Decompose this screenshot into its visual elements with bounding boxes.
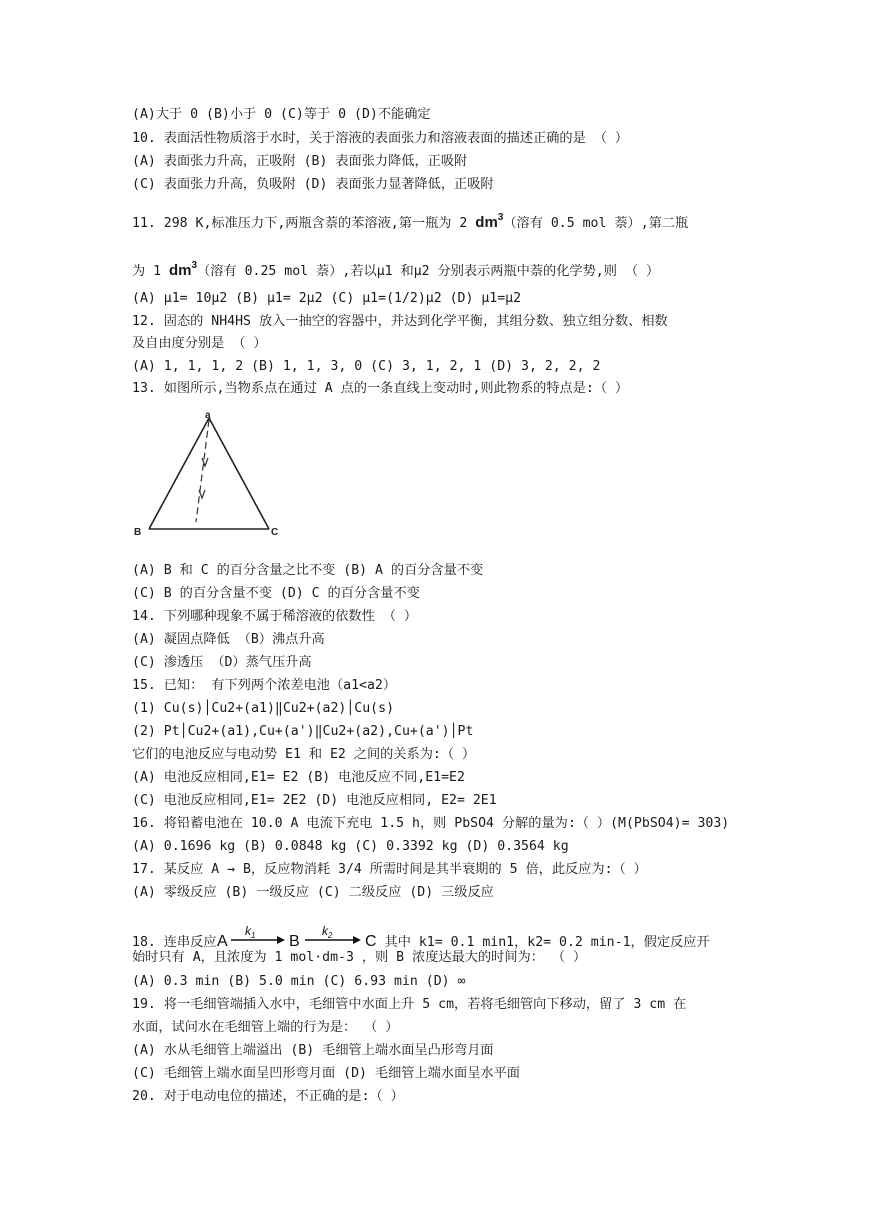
q19-options-cd: (C) 毛细管上端水面呈凹形弯月面 (D) 毛细管上端水面呈水平面 [132,1066,520,1081]
q20-stem: 20. 对于电动电位的描述，不正确的是:（ ） [132,1089,404,1104]
q11-text-c: 为 1 [132,264,170,279]
q14-options-cd: (C) 渗透压 （D）蒸气压升高 [132,655,312,670]
q19-stem-line2: 水面，试问水在毛细管上端的行为是： （ ） [132,1020,399,1035]
q11-options: (A) μ1= 10μ2 (B) μ1= 2μ2 (C) μ1=(1/2)μ2 (D) μ1=μ2 [132,291,522,306]
q16-options: (A) 0.1696 kg (B) 0.0848 kg (C) 0.3392 kg (D) 0.3564 kg [132,839,569,854]
rate-k1: $k_1$ [244,924,255,940]
reaction-scheme [217,924,385,952]
q18-stem-line1 [132,924,710,952]
q19-options-ab: (A) 水从毛细管上端溢出 (B) 毛细管上端水面呈凸形弯月面 [132,1043,494,1058]
q15-question: 它们的电池反应与电动势 E1 和 E2 之间的关系为:（ ） [132,747,476,762]
q18-options: (A) 0.3 min (B) 5.0 min (C) 6.93 min (D) ∞ [132,974,466,989]
arrow-icon [353,936,361,944]
q15-cell-1: (1) Cu(s)│Cu2+(a1)‖Cu2+(a2)│Cu(s) [132,701,395,716]
q14-options-ab: (A) 凝固点降低 （B）沸点升高 [132,632,325,647]
q11-text-b: （溶有 0.5 mol 萘）,第二瓶 [503,216,689,231]
q11-stem-line1 [132,209,688,233]
vertex-label-b: B [134,527,142,538]
q18-text-b: 其中 k1= 0.1 min1，k2= 0.2 min-1，假定反应开 [384,935,710,950]
q10-stem: 10. 表面活性物质溶于水时，关于溶液的表面张力和溶液表面的描述正确的是 （ ） [132,131,629,146]
triangle-side-ac [209,418,269,529]
species-c: C [364,933,377,950]
q13-triangle-figure [132,408,282,543]
dm3-unit-1: $dm^3$ [475,212,504,231]
q9-options: (A)大于 0 (B)小于 0 (C)等于 0 (D)不能确定 [132,107,431,122]
species-b: B [288,933,300,950]
q11-text-a: 11. 298 K,标准压力下,两瓶含萘的苯溶液,第一瓶为 2 [132,216,476,231]
composition-path-line [196,420,209,522]
arrow-icon [277,936,285,944]
q13-options-cd: (C) B 的百分含量不变 (D) C 的百分含量不变 [132,586,420,601]
path-arrow-icon [199,490,205,498]
q18-text-a: 18. 连串反应 [132,935,217,950]
q13-options-ab: (A) B 和 C 的百分含量之比不变 (B) A 的百分含量不变 [132,563,484,578]
q15-options-cd: (C) 电池反应相同,E1= 2E2 (D) 电池反应相同, E2= 2E1 [132,793,497,808]
q10-options-cd: (C) 表面张力升高，负吸附 (D) 表面张力显著降低，正吸附 [132,177,494,192]
q14-stem: 14. 下列哪种现象不属于稀溶液的依数性 （ ） [132,609,418,624]
q17-stem: 17. 某反应 A → B，反应物消耗 3/4 所需时间是其半衰期的 5 倍，此反应为:（ ） [132,862,647,877]
q12-stem-line1: 12. 固态的 NH4HS 放入一抽空的容器中，并达到化学平衡，其组分数、独立组分数、相数 [132,314,668,329]
q15-stem: 15. 已知： 有下列两个浓差电池（a1<a2） [132,678,397,693]
q15-cell-2: (2) Pt│Cu2+(a1),Cu+(a')‖Cu2+(a2),Cu+(a')│Pt [132,724,474,739]
rate-k2: $k_2$ [321,924,332,940]
vertex-label-a: a [205,410,211,421]
q11-stem-line2 [132,257,659,281]
q15-options-ab: (A) 电池反应相同,E1= E2 (B) 电池反应不同,E1=E2 [132,770,465,785]
vertex-label-c: C [271,527,279,538]
q13-stem: 13. 如图所示,当物系点在通过 A 点的一条直线上变动时,则此物系的特点是:（ ） [132,381,629,396]
q18-stem-line2: 始时只有 A，且浓度为 1 mol·dm-3 ，则 B 浓度达最大的时间为： （ ） [132,950,587,965]
species-a: A [216,933,228,950]
q11-text-d: （溶有 0.25 mol 萘）,若以μ1 和μ2 分别表示两瓶中萘的化学势,则 （ ） [197,264,660,279]
q12-options: (A) 1, 1, 1, 2 (B) 1, 1, 3, 0 (C) 3, 1, 2, 1 (D) 3, 2, 2, 2 [132,359,601,374]
q17-options: (A) 零级反应 (B) 一级反应 (C) 二级反应 (D) 三级反应 [132,885,494,900]
triangle-side-ab [149,418,209,529]
q10-options-ab: (A) 表面张力升高，正吸附 (B) 表面张力降低，正吸附 [132,154,468,169]
q19-stem-line1: 19. 将一毛细管端插入水中，毛细管中水面上升 5 cm，若将毛细管向下移动，留了 3 cm 在 [132,997,687,1012]
q12-stem-line2: 及自由度分别是 （ ） [132,336,267,351]
dm3-unit-2: $dm^3$ [169,260,198,279]
q16-stem: 16. 将铅蓄电池在 10.0 A 电流下充电 1.5 h，则 PbSO4 分解的量为:（ ）(M(PbSO4)= 303) [132,816,730,831]
